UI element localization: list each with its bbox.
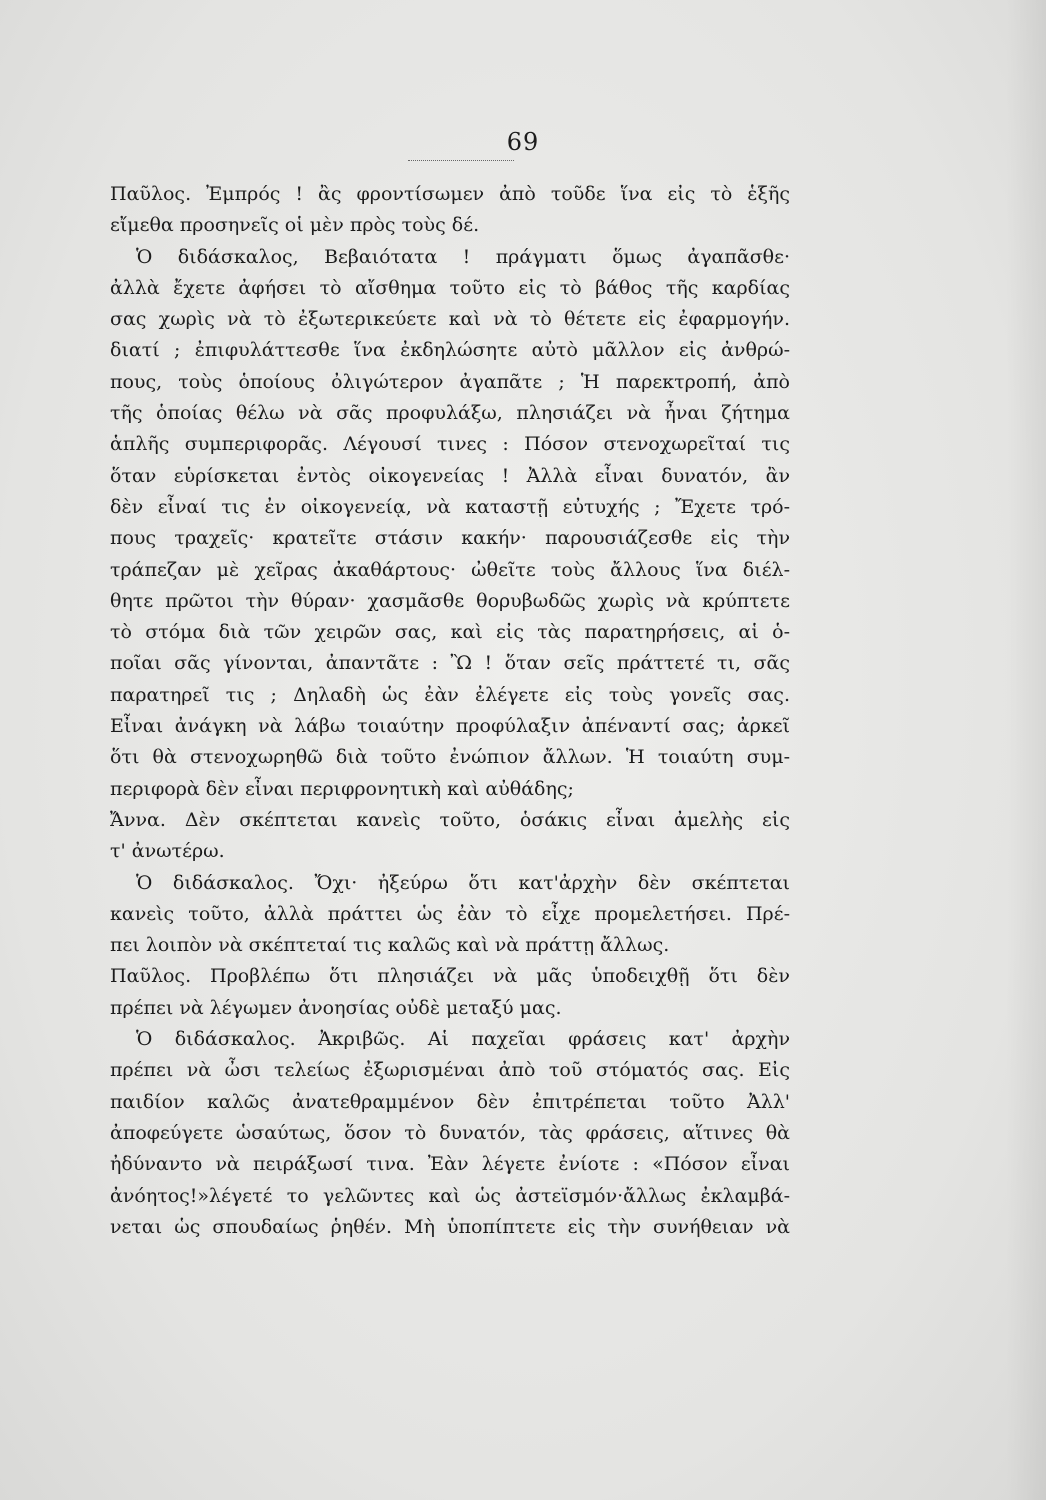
text-line: ἁπλῆς συμπεριφορᾶς. Λέγουσί τινες : Πόσον στενοχωρεῖταί τις	[110, 433, 790, 456]
text-line: πους τραχεῖς· κρατεῖτε στάσιν κακήν· παρουσιάζεσθε εἰς τὴν	[110, 527, 790, 550]
text-line: ἀνόητος!»λέγετέ το γελῶντες καὶ ὡς ἀστεϊσμόν·ἄλλως ἐκλαμβά-	[110, 1184, 790, 1207]
text-line: ἀποφεύγετε ὡσαύτως, ὅσον τὸ δυνατόν, τὰς φράσεις, αἵτινες θὰ	[110, 1121, 790, 1144]
text-line: ἠδύναντο νὰ πειράξωσί τινα. Ἐὰν λέγετε ἐνίοτε : «Πόσον εἶναι	[110, 1153, 790, 1176]
text-line: πει λοιπὸν νὰ σκέπτεταί τις καλῶς καὶ νὰ πράττῃ ἄλλως.	[110, 934, 670, 957]
text-line: παρατηρεῖ τις ; Δηλαδὴ ὡς ἐὰν ἐλέγετε εἰς τοὺς γονεῖς σας.	[110, 683, 790, 706]
text-line: Ἄννα. Δὲν σκέπτεται κανεὶς τοῦτο, ὁσάκις εἶναι ἀμελὴς εἰς	[110, 808, 790, 831]
text-line: Εἶναι ἀνάγκη νὰ λάβω τοιαύτην προφύλαξιν ἀπέναντί σας; ἀρκεῖ	[110, 715, 790, 738]
text-line: τ' ἀνωτέρω.	[110, 840, 225, 863]
text-line: δὲν εἶναί τις ἐν οἰκογενείᾳ, νὰ καταστῇ εὐτυχής ; Ἔχετε τρό-	[110, 495, 790, 518]
text-line: Παῦλος. Ἐμπρός ! ἂς φροντίσωμεν ἀπὸ τοῦδε ἵνα εἰς τὸ ἑξῆς	[110, 183, 790, 205]
text-line: πρέπει νὰ ὦσι τελείως ἐξωρισμέναι ἀπὸ τοῦ στόματός σας. Εἰς	[110, 1059, 790, 1082]
text-line: παιδίον καλῶς ἀνατεθραμμένον δὲν ἐπιτρέπεται τοῦτο Ἀλλ'	[110, 1090, 790, 1113]
text-line: νεται ὡς σπουδαίως ῥηθέν. Μὴ ὑποπίπτετε εἰς τὴν συνήθειαν νὰ	[110, 1215, 790, 1238]
text-line: κανεὶς τοῦτο, ἀλλὰ πράττει ὡς ἐὰν τὸ εἶχε προμελετήσει. Πρέ-	[110, 902, 790, 925]
body-text	[110, 179, 790, 1243]
text-line: πους, τοὺς ὁποίους ὀλιγώτερον ἀγαπᾶτε ; Ἡ παρεκτροπή, ἀπὸ	[110, 370, 790, 393]
text-line: ὅταν εὑρίσκεται ἐντὸς οἰκογενείας ! Ἀλλὰ εἶναι δυνατόν, ἂν	[110, 464, 790, 487]
page-number: 69	[506, 128, 540, 156]
text-line: Ὁ διδάσκαλος, Βεβαιότατα ! πράγματι ὅμως ἀγαπᾶσθε·	[136, 245, 790, 268]
text-line: ἀλλὰ ἔχετε ἀφήσει τὸ αἴσθημα τοῦτο εἰς τὸ βάθος τῆς καρδίας	[110, 276, 790, 299]
text-line: περιφορὰ δὲν εἶναι περιφρονητικὴ καὶ αὐθάδης;	[110, 777, 574, 800]
text-line: ὅτι θὰ στενοχωρηθῶ διὰ τοῦτο ἐνώπιον ἄλλων. Ἡ τοιαύτη συμ-	[110, 746, 790, 769]
text-line: τράπεζαν μὲ χεῖρας ἀκαθάρτους· ὠθεῖτε τοὺς ἄλλους ἵνα διέλ-	[110, 558, 790, 581]
text-line: διατί ; ἐπιφυλάττεσθε ἵνα ἐκδηλώσητε αὐτὸ μᾶλλον εἰς ἀνθρώ-	[110, 339, 790, 362]
text-line: Ὁ διδάσκαλος. Ἀκριβῶς. Αἱ παχεῖαι φράσεις κατ' ἀρχὴν	[136, 1028, 790, 1051]
text-line: τῆς ὁποίας θέλω νὰ σᾶς προφυλάξω, πλησιάζει νὰ ἦναι ζήτημα	[110, 402, 790, 425]
header-rule	[408, 160, 514, 161]
text-line: Παῦλος. Προβλέπω ὅτι πλησιάζει νὰ μᾶς ὑποδειχθῇ ὅτι δὲν	[110, 965, 790, 988]
text-line: τὸ στόμα διὰ τῶν χειρῶν σας, καὶ εἰς τὰς παρατηρήσεις, αἱ ὁ-	[110, 621, 790, 644]
text-line: πρέπει νὰ λέγωμεν ἀνοησίας οὐδὲ μεταξύ μας.	[110, 996, 562, 1019]
page-edge-shadow	[1006, 0, 1046, 1500]
text-line: θητε πρῶτοι τὴν θύραν· χασμᾶσθε θορυβωδῶς χωρὶς νὰ κρύπτετε	[110, 589, 790, 612]
text-line: ποῖαι σᾶς γίνονται, ἀπαντᾶτε : Ὢ ! ὅταν σεῖς πράττετέ τι, σᾶς	[110, 652, 790, 675]
text-line: σας χωρὶς νὰ τὸ ἐξωτερικεύετε καὶ νὰ τὸ θέτετε εἰς ἐφαρμογήν.	[110, 308, 790, 331]
text-line: Ὁ διδάσκαλος. Ὄχι· ἠξεύρω ὅτι κατ'ἀρχὴν δὲν σκέπτεται	[136, 871, 790, 894]
text-line: εἴμεθα προσηνεῖς οἱ μὲν πρὸς τοὺς δέ.	[110, 214, 480, 237]
